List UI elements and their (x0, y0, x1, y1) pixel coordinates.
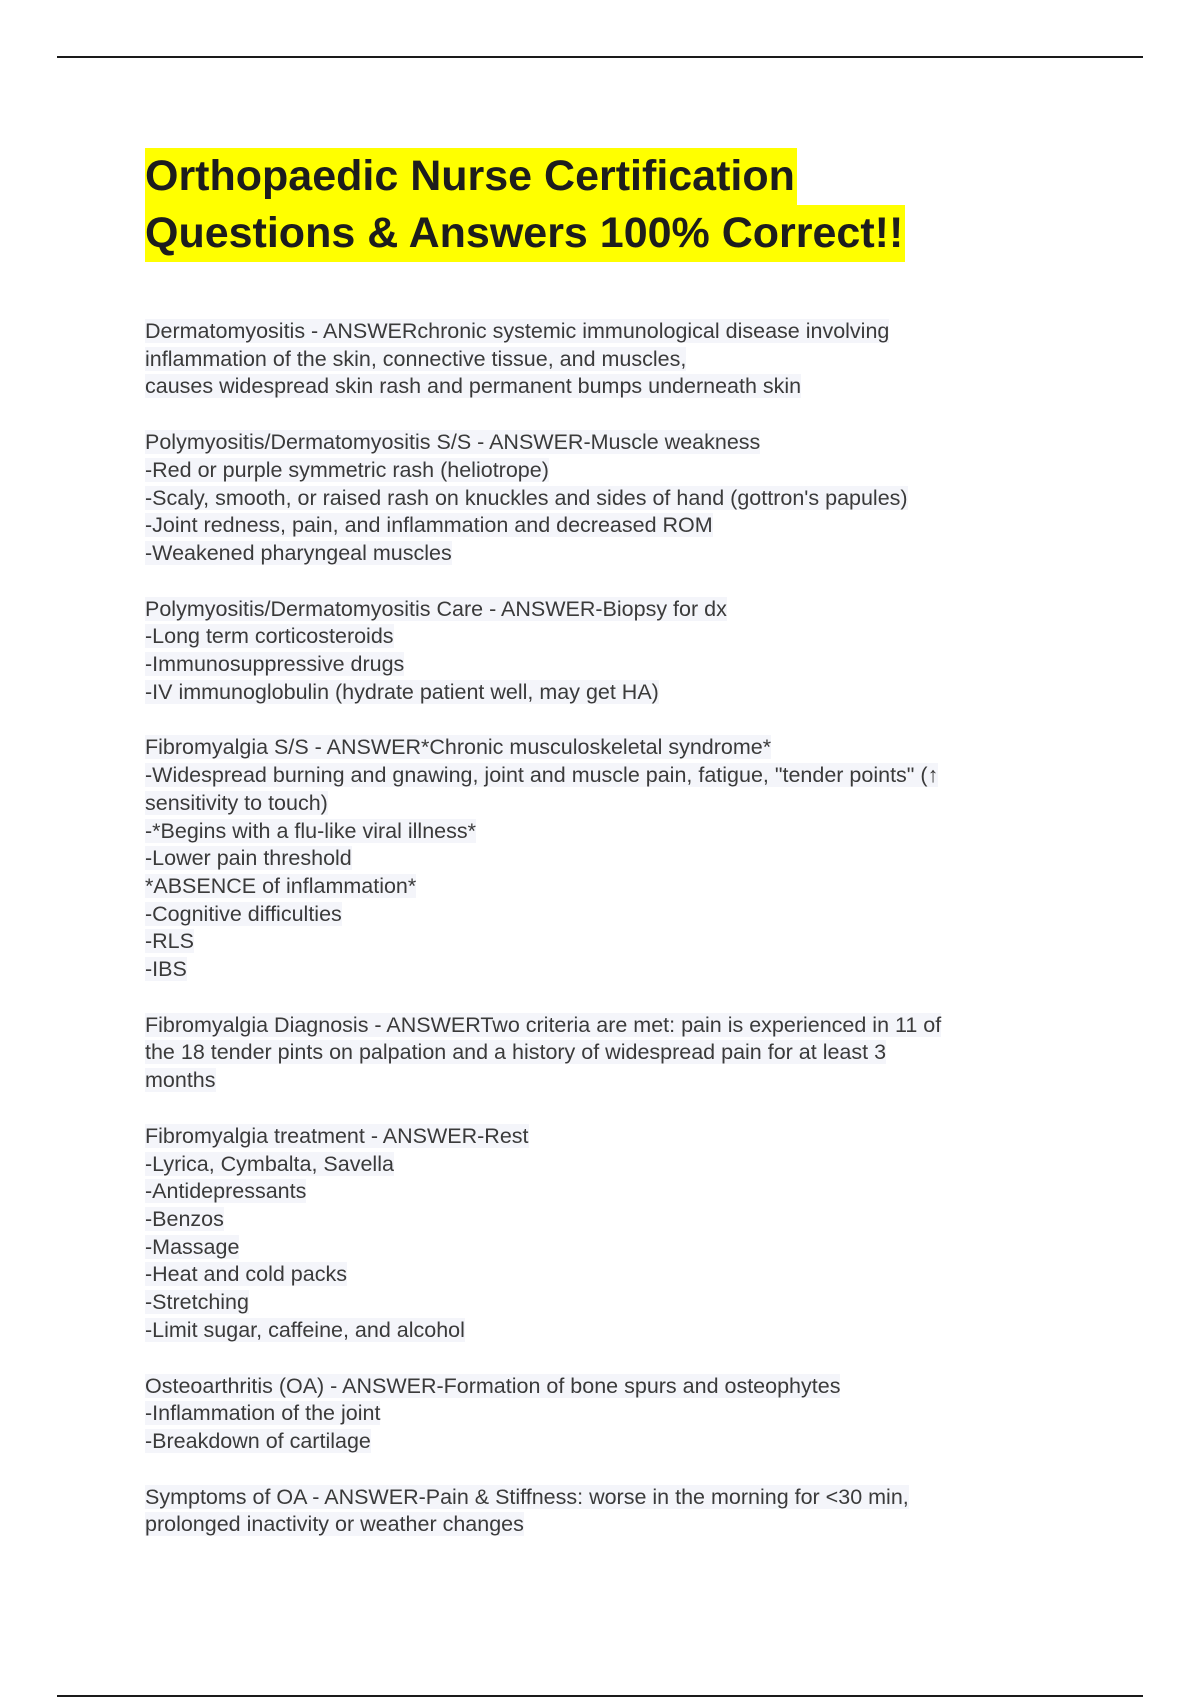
qa-entry (145, 318, 1065, 401)
qa-line-text: -*Begins with a flu-like viral illness* (145, 818, 476, 843)
title-line-1: Orthopaedic Nurse Certification (145, 148, 797, 205)
qa-line (145, 1012, 1065, 1040)
qa-line-text: -IV immunoglobulin (hydrate patient well, may get HA) (145, 679, 659, 704)
qa-line (145, 540, 1065, 568)
qa-line (145, 1484, 1065, 1512)
qa-line (145, 1234, 1065, 1262)
qa-line-text: Osteoarthritis (OA) - ANSWER-Formation of bone spurs and osteophytes (145, 1373, 841, 1398)
qa-line-text: -Scaly, smooth, or raised rash on knuckles and sides of hand (gottron's papules) (145, 485, 908, 510)
document-body (145, 148, 1065, 1567)
top-rule (57, 56, 1143, 58)
qa-entry (145, 596, 1065, 707)
qa-line (145, 1123, 1065, 1151)
qa-line-text: Polymyositis/Dermatomyositis Care - ANSWER-Biopsy for dx (145, 596, 727, 621)
qa-line (145, 1151, 1065, 1179)
qa-line (145, 457, 1065, 485)
qa-line-text: Fibromyalgia treatment - ANSWER-Rest (145, 1123, 529, 1148)
bottom-rule (57, 1695, 1143, 1697)
qa-entry (145, 1012, 1065, 1095)
qa-line (145, 318, 1065, 346)
qa-line-text: -Breakdown of cartilage (145, 1428, 371, 1453)
qa-line-text: Polymyositis/Dermatomyositis S/S - ANSWER-Muscle weakness (145, 430, 761, 455)
qa-line (145, 596, 1065, 624)
qa-line-text: prolonged inactivity or weather changes (145, 1512, 524, 1537)
qa-line-text: -Red or purple symmetric rash (heliotrope) (145, 457, 549, 482)
qa-line-text: -Weakened pharyngeal muscles (145, 540, 452, 565)
qa-line (145, 1317, 1065, 1345)
qa-entry (145, 1123, 1065, 1345)
qa-line (145, 956, 1065, 984)
qa-entries (145, 318, 1065, 1539)
qa-line-text: -IBS (145, 957, 187, 982)
qa-line (145, 1067, 1065, 1095)
qa-line (145, 845, 1065, 873)
qa-line (145, 1373, 1065, 1401)
qa-line (145, 679, 1065, 707)
qa-line-text: -Cognitive difficulties (145, 901, 342, 926)
document-title (145, 148, 1065, 262)
qa-line-text: -Lyrica, Cymbalta, Savella (145, 1151, 394, 1176)
qa-line-text: -Stretching (145, 1290, 249, 1315)
qa-line-text: causes widespread skin rash and permanent bumps underneath skin (145, 374, 802, 399)
qa-entry (145, 429, 1065, 568)
qa-line (145, 901, 1065, 929)
qa-line-text: -RLS (145, 929, 194, 954)
qa-line-text: -Widespread burning and gnawing, joint and muscle pain, fatigue, "tender points" (↑ (145, 763, 939, 788)
qa-entry (145, 1373, 1065, 1456)
qa-line (145, 1289, 1065, 1317)
qa-line (145, 346, 1065, 374)
qa-line (145, 623, 1065, 651)
qa-line-text: Dermatomyositis - ANSWERchronic systemic immunological disease involving (145, 319, 890, 343)
qa-line-text: -Joint redness, pain, and inflammation and decreased ROM (145, 513, 713, 538)
qa-line-text: -Antidepressants (145, 1179, 307, 1204)
qa-line-text: months (145, 1068, 216, 1093)
qa-line (145, 429, 1065, 457)
qa-line (145, 1511, 1065, 1539)
qa-line (145, 1206, 1065, 1234)
qa-line-text: Fibromyalgia Diagnosis - ANSWERTwo criteria are met: pain is experienced in 11 of (145, 1012, 942, 1037)
qa-line (145, 790, 1065, 818)
qa-line-text: Symptoms of OA - ANSWER-Pain & Stiffness: worse in the morning for <30 min, (145, 1484, 909, 1509)
qa-line-text: -Inflammation of the joint (145, 1401, 381, 1426)
qa-line-text: inflammation of the skin, connective tissue, and muscles, (145, 346, 687, 371)
qa-line (145, 1039, 1065, 1067)
qa-line-text: -Lower pain threshold (145, 846, 352, 871)
title-line-2: Questions & Answers 100% Correct!! (145, 205, 905, 262)
qa-entry (145, 1484, 1065, 1539)
qa-line (145, 512, 1065, 540)
qa-line (145, 1178, 1065, 1206)
qa-line (145, 762, 1065, 790)
qa-line (145, 1261, 1065, 1289)
qa-entry (145, 734, 1065, 983)
qa-line-text: -Limit sugar, caffeine, and alcohol (145, 1317, 465, 1342)
qa-line-text: -Heat and cold packs (145, 1262, 347, 1287)
qa-line-text: -Immunosuppressive drugs (145, 652, 405, 677)
qa-line-text: -Massage (145, 1234, 240, 1259)
qa-line-text: -Long term corticosteroids (145, 624, 394, 649)
qa-line (145, 928, 1065, 956)
qa-line-text: -Benzos (145, 1206, 224, 1231)
qa-line-text: sensitivity to touch) (145, 790, 328, 815)
qa-line (145, 873, 1065, 901)
qa-line-text: Fibromyalgia S/S - ANSWER*Chronic musculoskeletal syndrome* (145, 735, 772, 760)
qa-line (145, 485, 1065, 513)
qa-line (145, 1428, 1065, 1456)
qa-line (145, 818, 1065, 846)
qa-line (145, 373, 1065, 401)
qa-line (145, 651, 1065, 679)
qa-line (145, 1400, 1065, 1428)
qa-line (145, 734, 1065, 762)
qa-line-text: *ABSENCE of inflammation* (145, 873, 417, 898)
qa-line-text: the 18 tender pints on palpation and a history of widespread pain for at least 3 (145, 1040, 887, 1065)
